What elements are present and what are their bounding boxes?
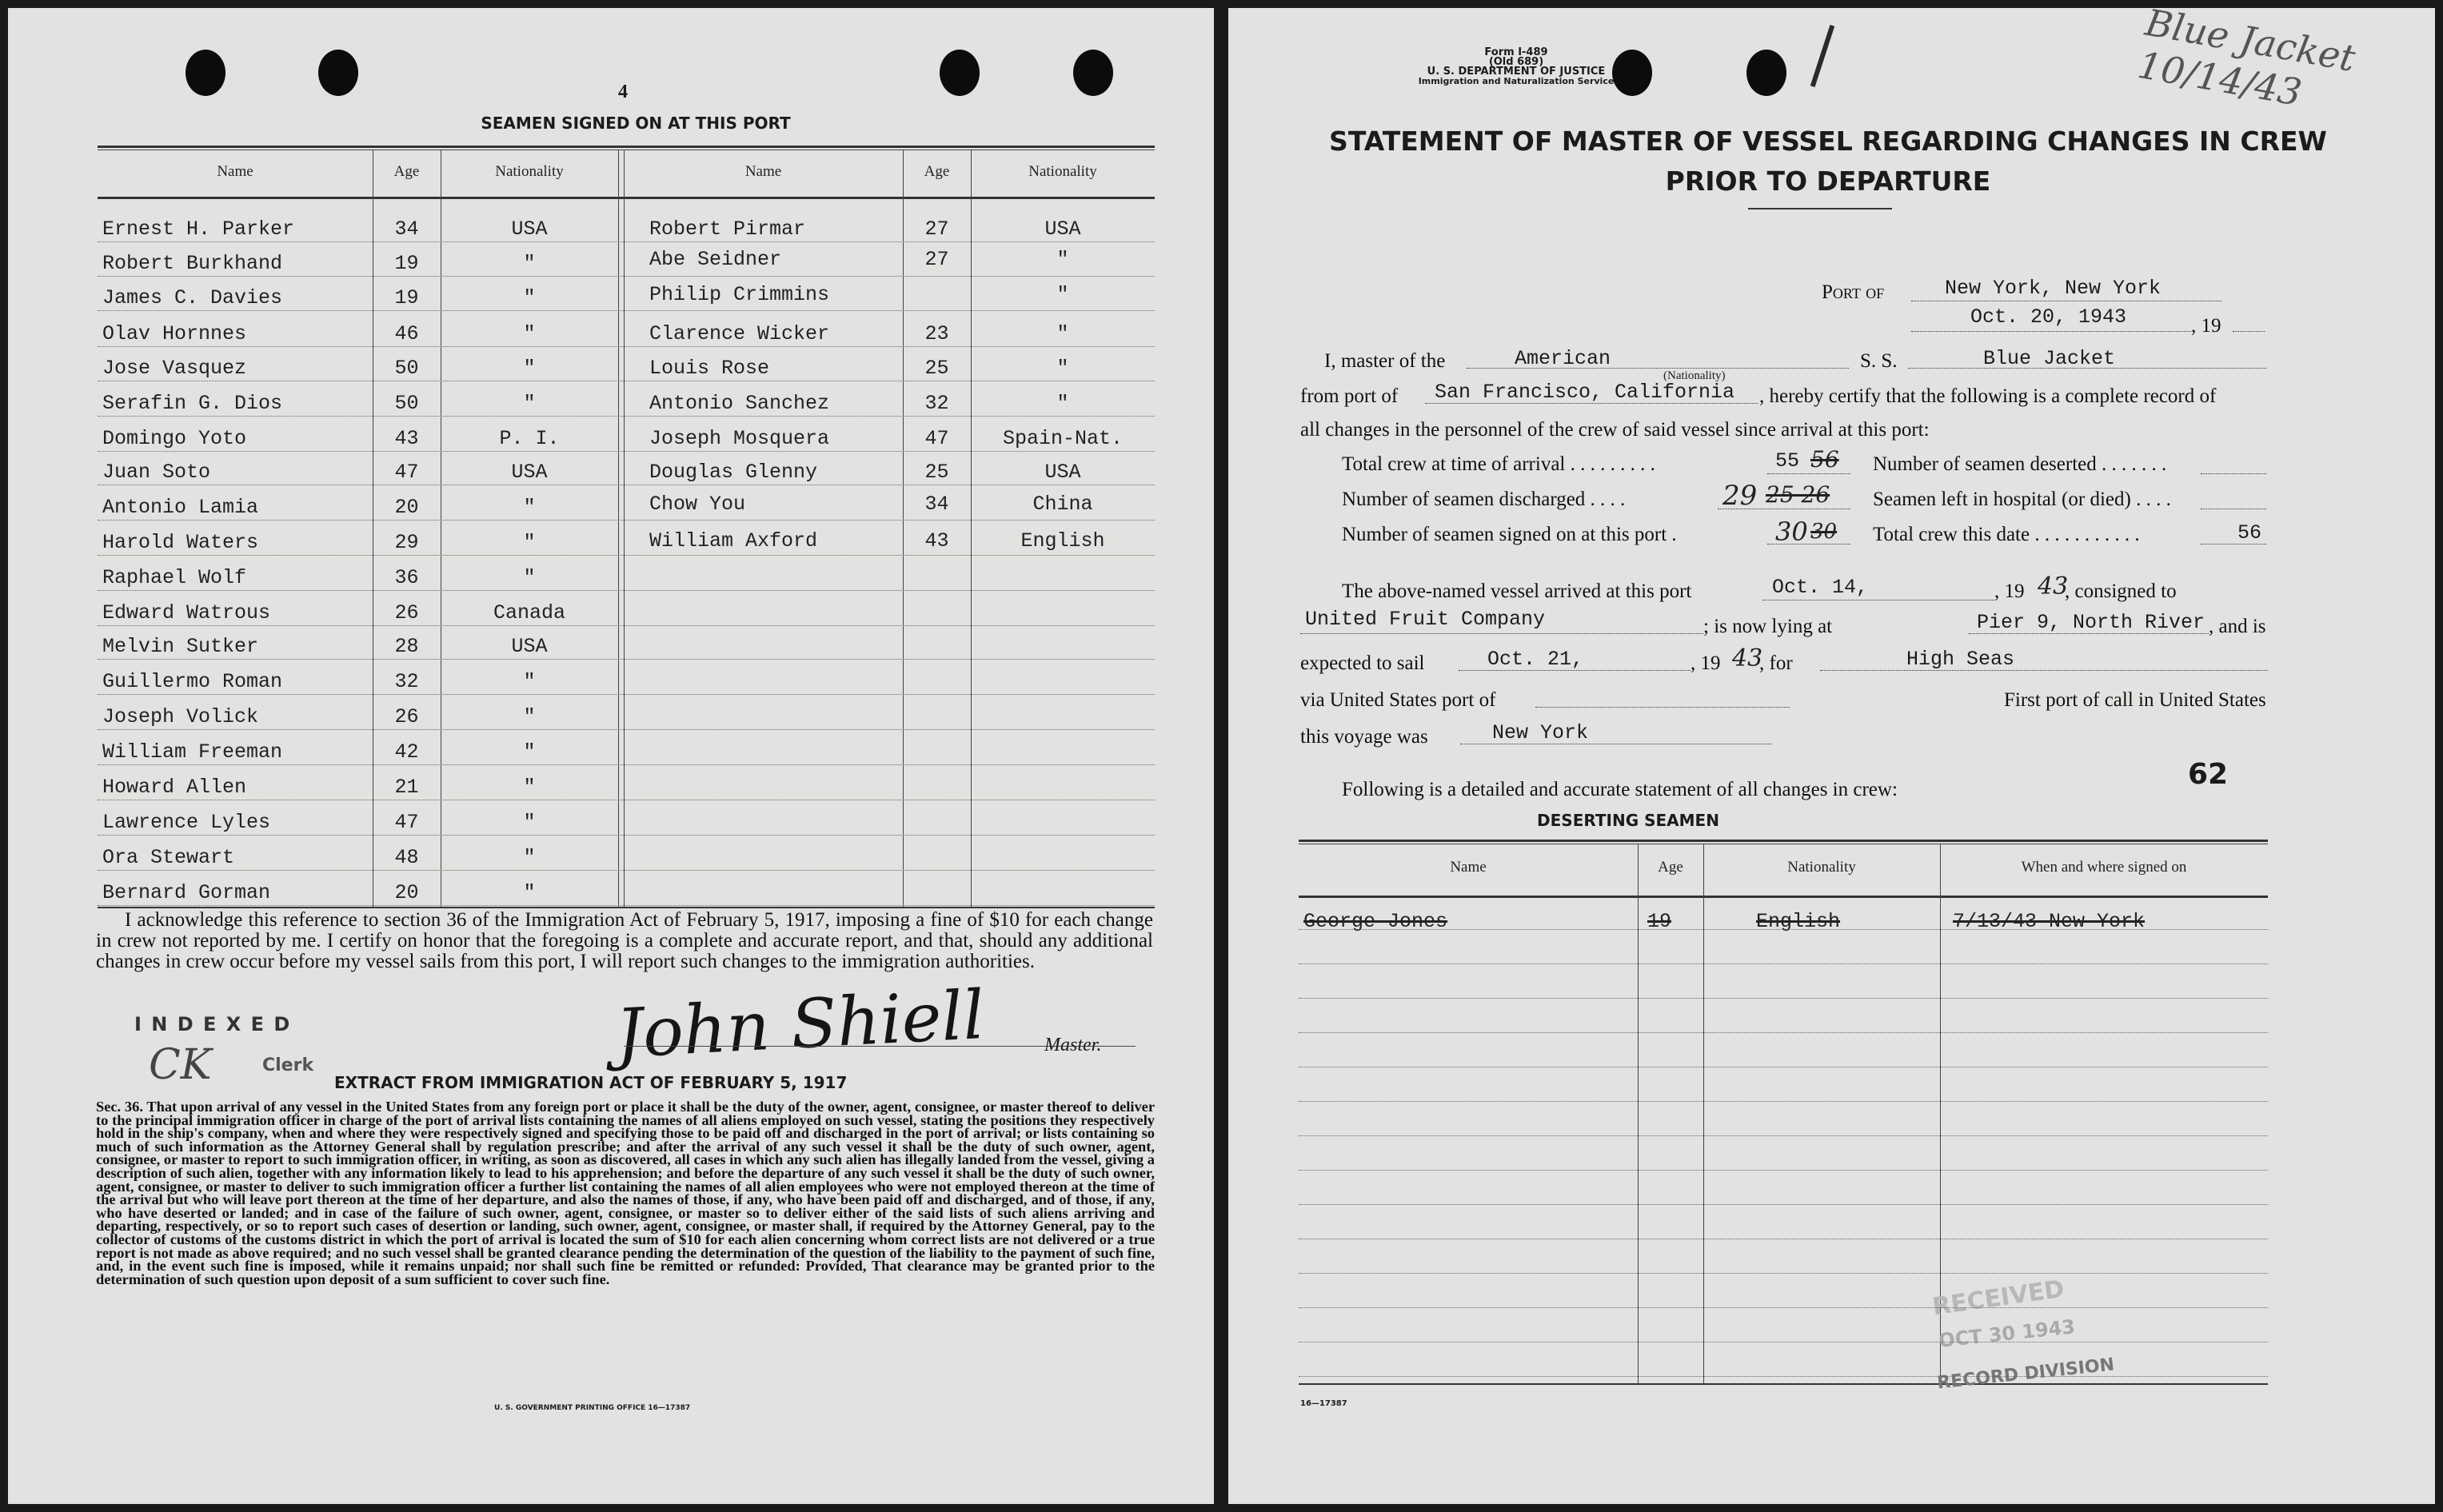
from-port-label: from port of <box>1300 385 1399 407</box>
crew-nationality: " <box>523 357 536 380</box>
sail-year-prefix: , 19 <box>1691 652 1721 674</box>
from-port-value: San Francisco, California <box>1435 381 1735 404</box>
crew-name: Abe Seidner <box>649 248 782 271</box>
crew-age: 46 <box>394 322 419 345</box>
form-old: (Old 689) <box>1488 56 1544 68</box>
crew-age: 34 <box>394 217 419 241</box>
punch-hole <box>940 50 980 96</box>
form-footer: 16—17387 <box>1300 1399 1347 1408</box>
consignee: United Fruit Company <box>1305 608 1546 631</box>
deserted-label: Number of seamen deserted . . . . . . . <box>1873 453 2167 475</box>
crew-age: 25 <box>924 357 949 380</box>
crew-name: Raphael Wolf <box>102 566 247 589</box>
certify-text: , hereby certify that the following is a complete record of <box>1759 385 2217 407</box>
crew-name: Juan Soto <box>102 461 211 484</box>
crew-name: James C. Davies <box>102 286 283 309</box>
date-value: Oct. 20, 1943 <box>1970 305 2127 329</box>
service: Immigration and Naturalization Service <box>1418 76 1615 86</box>
crew-age: 26 <box>394 601 419 624</box>
acknowledgement-text: I acknowledge this reference to section 36 of the Immigration Act of February 5, 1917, imposing a fine of $10 for each change in crew not reported by me. I certify on honor that the foregoing is a complete and accurate report, and that, should any additional changes in crew occur before my vessel sails from this port, I will report such changes to the immigration authorities. <box>96 909 1153 972</box>
crew-name: Joseph Mosquera <box>649 427 830 450</box>
crew-age: 29 <box>394 531 419 554</box>
total-crew-date-label: Total crew this date . . . . . . . . . . . <box>1873 524 2140 545</box>
crew-nationality: USA <box>511 461 548 484</box>
crew-age: 50 <box>394 357 419 380</box>
port-value: New York, New York <box>1945 277 2162 300</box>
ss-label: S. S. <box>1860 350 1898 372</box>
col-header-name: Name <box>744 163 782 180</box>
crew-nationality: " <box>523 252 536 275</box>
crew-age: 27 <box>924 248 949 271</box>
discharged-value: 29 <box>1722 480 1758 512</box>
crew-nationality: " <box>523 776 536 799</box>
arrived-year-prefix: , 19 <box>1994 580 2025 602</box>
voyage-label: this voyage was <box>1300 726 1428 748</box>
crew-name: Lawrence Lyles <box>102 811 271 834</box>
crew-name: Edward Watrous <box>102 601 271 624</box>
lying-label: ; is now lying at <box>1703 616 1833 637</box>
ship-name: Blue Jacket <box>1983 347 2116 370</box>
crew-name: Ernest H. Parker <box>102 217 295 241</box>
crew-nationality: " <box>523 566 536 589</box>
expected-label: expected to sail <box>1300 652 1425 674</box>
crew-age: 21 <box>394 776 419 799</box>
crew-nationality: " <box>523 322 536 345</box>
indexed-stamp: I N D E X E D <box>134 1013 292 1035</box>
total-crew-date-value: 56 <box>2237 521 2262 545</box>
crew-age: 27 <box>924 217 949 241</box>
crew-age: 47 <box>924 427 949 450</box>
and-is-label: , and is <box>2209 616 2266 637</box>
deserter-age: 19 <box>1647 910 1672 933</box>
crew-nationality: China <box>1032 493 1093 516</box>
punch-hole <box>1073 50 1113 96</box>
left-page <box>8 8 1214 1504</box>
extract-title: EXTRACT FROM IMMIGRATION ACT OF FEBRUARY 5, 1917 <box>334 1073 848 1092</box>
total-crew-arrival-struck: 56 <box>1810 446 1839 473</box>
clerk-initials: CK <box>149 1041 212 1089</box>
date-suffix: , 19 <box>2191 315 2221 337</box>
punch-hole <box>1746 50 1786 96</box>
crew-name: Jose Vasquez <box>102 357 247 380</box>
crew-name: Harold Waters <box>102 531 259 554</box>
master-signature: John Shiell <box>613 975 987 1073</box>
signed-on-label: Number of seamen signed on at this port . <box>1342 524 1677 545</box>
master-label: Master. <box>1044 1035 1102 1055</box>
crew-name: William Freeman <box>102 740 283 764</box>
crew-age: 28 <box>394 635 419 658</box>
gpo-footer: U. S. GOVERNMENT PRINTING OFFICE 16—17387 <box>494 1404 691 1412</box>
department: U. S. DEPARTMENT OF JUSTICE <box>1427 66 1606 78</box>
first-port-label: First port of call in United States <box>2004 689 2266 711</box>
crew-age: 23 <box>924 322 949 345</box>
col-header-nationality: Nationality <box>495 163 564 180</box>
sail-year: 43 <box>1732 644 1763 672</box>
desert-col-age: Age <box>1658 859 1683 876</box>
crew-nationality: " <box>523 811 536 834</box>
crew-nationality: USA <box>1044 461 1081 484</box>
pier: Pier 9, North River <box>1977 611 2205 634</box>
deserter-nationality: English <box>1756 910 1841 933</box>
sail-date: Oct. 21, <box>1487 648 1584 671</box>
nationality-value: American <box>1515 347 1611 370</box>
crew-nationality: " <box>1056 392 1069 415</box>
crew-nationality: " <box>1056 283 1069 306</box>
form-id: Form I-489 <box>1484 46 1548 58</box>
crew-name: Antonio Lamia <box>102 496 259 519</box>
consigned-label: , consigned to <box>2065 580 2177 602</box>
received-date-stamp: OCT 30 1943 <box>1938 1315 2077 1352</box>
desert-col-name: Name <box>1450 859 1487 876</box>
crew-age: 32 <box>924 392 949 415</box>
crew-name: Melvin Sutker <box>102 635 259 658</box>
crew-age: 47 <box>394 811 419 834</box>
crew-nationality: " <box>1056 248 1069 271</box>
extract-text: Sec. 36. That upon arrival of any vessel in the United States from any foreign port or place it shall be the duty of the owner, agent, consignee, or master thereof to deliver to the principal immigration officer in charge of the port of arrival lists containing the names of all aliens employed on such vessel, stating the positions they respectively hold in the ship's company, when and where they were respectively signed and specifying those to be paid off and discharged in the port of arrival; or lists containing so much of such information as the Attorney General shall by regulation prescribe; and after the arrival of any such vessel it shall be the duty of such owner, agent, consignee, or master to report to such immigration officer, in writing, as soon as discovered, all cases in which any such alien has illegally landed from the vessel, giving a description of such alien, together with any information likely to lead to his apprehension; and before the departure of any such vessel it shall be the duty of such owner, agent, consignee, or master to deliver to such immigration officer a further list containing the names of all alien employees who were not employed thereon at the time of the arrival but who will leave port thereon at the time of her departure, and also the names of those, if any, who have been paid off and discharged, and of those, if any, who have deserted or landed; and in case of the failure of such owner, agent, consignee, or master so to deliver either of the said lists of such aliens arriving and departing, respectively, or so to report such cases of desertion or landing, such owner, agent, consignee, or master shall, if required by the Attorney General, pay to the collector of customs of the customs district in which the port of arrival is located the sum of $10 for each alien concerning whom correct lists are not delivered or a true report is not made as above required; and no such vessel shall be granted clearance pending the determination of the question of the liability to the payment of such fine, and, in the event such fine is imposed, while it remains unpaid; nor shall such fine be remitted or refunded: Provided, That clearance may be granted prior to the determination of such question upon deposit of a sum sufficient to cover such fine. <box>96 1099 1155 1287</box>
crew-name: Joseph Volick <box>102 705 259 728</box>
arrived-year: 43 <box>2038 572 2069 600</box>
crew-age: 32 <box>394 670 419 693</box>
arrived-value: Oct. 14, <box>1772 576 1869 599</box>
crew-age: 20 <box>394 496 419 519</box>
crew-age: 19 <box>394 286 419 309</box>
crew-nationality: " <box>1056 322 1069 345</box>
clerk-stamp: Clerk <box>262 1055 314 1075</box>
master-of-label: I, master of the <box>1324 350 1446 372</box>
crew-nationality: " <box>523 286 536 309</box>
discharged-struck: 25 26 <box>1766 481 1830 508</box>
received-stamp: RECEIVED <box>1930 1275 2066 1322</box>
crew-name: Olav Hornnes <box>102 322 247 345</box>
col-header-age: Age <box>393 163 420 180</box>
crew-nationality: USA <box>511 217 548 241</box>
crew-nationality: Spain-Nat. <box>1002 427 1124 450</box>
discharged-label: Number of seamen discharged . . . . <box>1342 489 1626 510</box>
crew-nationality: " <box>523 740 536 764</box>
hospital-label: Seamen left in hospital (or died) . . . . <box>1873 489 2171 510</box>
crew-name: Guillermo Roman <box>102 670 283 693</box>
crew-name: Howard Allen <box>102 776 247 799</box>
total-crew-arrival-value: 55 <box>1775 449 1800 473</box>
crew-name: Douglas Glenny <box>649 461 818 484</box>
page-count-mark: 62 <box>2188 758 2229 791</box>
crew-age: 50 <box>394 392 419 415</box>
crew-name: Ora Stewart <box>102 846 235 869</box>
col-header-age: Age <box>924 163 950 180</box>
signed-on-struck: 30 <box>1810 520 1838 544</box>
crew-age: 20 <box>394 881 419 904</box>
total-crew-arrival-label: Total crew at time of arrival . . . . . . . . . <box>1342 453 1655 475</box>
crew-name: William Axford <box>649 529 818 553</box>
col-header-nationality: Nationality <box>1028 163 1097 180</box>
crew-name: Serafin G. Dios <box>102 392 283 415</box>
crew-nationality: " <box>523 392 536 415</box>
crew-name: Domingo Yoto <box>102 427 247 450</box>
crew-nationality: " <box>523 846 536 869</box>
form-title: STATEMENT OF MASTER OF VESSEL REGARDING CHANGES IN CREW PRIOR TO DEPARTURE <box>1329 126 2327 197</box>
crew-nationality: " <box>523 881 536 904</box>
crew-name: Robert Pirmar <box>649 217 806 241</box>
crew-name: Bernard Gorman <box>102 881 271 904</box>
crew-nationality: Canada <box>493 601 565 624</box>
section-title: SEAMEN SIGNED ON AT THIS PORT <box>481 114 791 133</box>
crew-age: 43 <box>924 529 949 553</box>
for-label: , for <box>1759 652 1793 674</box>
crew-name: Antonio Sanchez <box>649 392 830 415</box>
crew-age: 48 <box>394 846 419 869</box>
crew-age: 19 <box>394 252 419 275</box>
form-header <box>1324 48 1708 86</box>
punch-hole <box>186 50 226 96</box>
col-header-name: Name <box>217 163 253 180</box>
crew-age: 42 <box>394 740 419 764</box>
crew-nationality: USA <box>1044 217 1081 241</box>
voyage-value: New York <box>1492 721 1589 744</box>
crew-age: 47 <box>394 461 419 484</box>
record-division-stamp: RECORD DIVISION <box>1936 1354 2116 1394</box>
crew-nationality: USA <box>511 635 548 658</box>
deserter-name: George Jones <box>1303 910 1448 933</box>
crew-nationality: " <box>523 531 536 554</box>
crew-name: Philip Crimmins <box>649 283 830 306</box>
port-label: Port of <box>1822 281 1885 303</box>
destination: High Seas <box>1906 648 2015 671</box>
right-page <box>1228 0 2435 1504</box>
crew-age: 25 <box>924 461 949 484</box>
crew-nationality: P. I. <box>499 427 560 450</box>
crew-nationality: " <box>523 670 536 693</box>
crew-nationality: " <box>523 496 536 519</box>
certify-text-2: all changes in the personnel of the crew of said vessel since arrival at this port: <box>1300 419 1930 441</box>
crew-age: 34 <box>924 493 949 516</box>
punch-hole <box>318 50 358 96</box>
crew-name: Clarence Wicker <box>649 322 830 345</box>
crew-nationality: " <box>1056 357 1069 380</box>
handwritten-note: Blue Jacket 10/14/43 <box>2134 0 2359 115</box>
nationality-caption: (Nationality) <box>1663 369 1726 382</box>
crew-age: 26 <box>394 705 419 728</box>
deserting-title: DESERTING SEAMEN <box>1537 811 1719 830</box>
crew-age: 43 <box>394 427 419 450</box>
crew-nationality: English <box>1020 529 1105 553</box>
following-label: Following is a detailed and accurate statement of all changes in crew: <box>1342 779 1898 800</box>
crew-name: Chow You <box>649 493 746 516</box>
crew-name: Louis Rose <box>649 357 770 380</box>
crew-name: Robert Burkhand <box>102 252 283 275</box>
desert-col-nationality: Nationality <box>1787 859 1856 876</box>
pen-mark <box>1810 25 1834 87</box>
arrived-label: The above-named vessel arrived at this port <box>1342 580 1692 602</box>
desert-col-when: When and where signed on <box>2021 859 2187 876</box>
via-label: via United States port of <box>1300 689 1496 711</box>
crew-age: 36 <box>394 566 419 589</box>
crew-nationality: " <box>523 705 536 728</box>
signed-on-value: 30 <box>1775 517 1808 547</box>
page-number: 4 <box>618 82 628 102</box>
deserter-when: 7/13/43 New York <box>1953 910 2146 933</box>
